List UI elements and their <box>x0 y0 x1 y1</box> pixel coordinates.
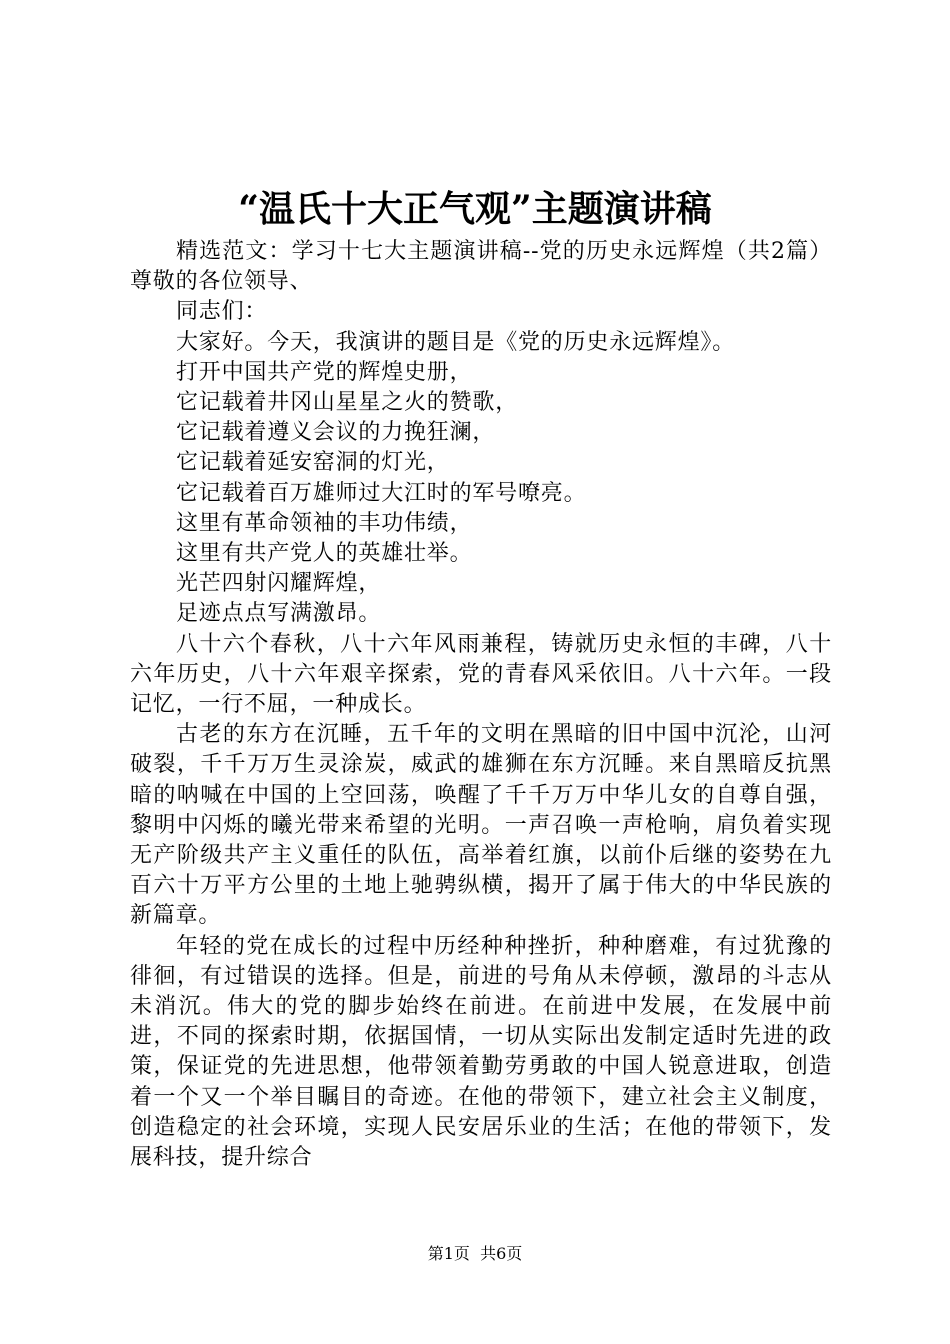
paragraph: 古老的东方在沉睡，五千年的文明在黑暗的旧中国中沉沦，山河破裂，千千万万生灵涂炭，威武的雄狮在东方沉睡。来自黑暗反抗黑暗的呐喊在中国的上空回荡，唤醒了千千万万中华儿女的自尊自强，黎明中闪烁的曦光带来希望的光明。一声召唤一声枪响，肩负着实现无产阶级共产主义重任的队伍，高举着红旗，以前仆后继的姿势在九百六十万平方公里的土地上驰骋纵横，揭开了属于伟大的中华民族的新篇章。 <box>130 722 832 929</box>
document-title: “温氏十大正气观”主题演讲稿 <box>238 188 712 230</box>
paragraph: 八十六个春秋，八十六年风雨兼程，铸就历史永恒的丰碑，八十六年历史，八十六年艰辛探索，党的青春风采依旧。八十六年。一段记忆，一行不屈，一种成长。 <box>130 631 832 718</box>
paragraph: 这里有共产党人的英雄壮举。 <box>176 541 473 567</box>
paragraph: 光芒四射闪耀辉煌， <box>176 571 382 597</box>
paragraph: 足迹点点写满激昂。 <box>176 601 382 627</box>
paragraph: 大家好。今天，我演讲的题目是《党的历史永远辉煌》。 <box>176 329 736 355</box>
paragraph: 它记载着百万雄师过大江时的军号嘹亮。 <box>176 480 587 506</box>
paragraph: 年轻的党在成长的过程中历经种种挫折，种种磨难，有过犹豫的徘徊，有过错误的选择。但是，前进的号角从未停顿，激昂的斗志从未消沉。伟大的党的脚步始终在前进。在前进中发展，在发展中前进，不同的探索时期，依据国情，一切从实际出发制定适时先进的政策，保证党的先进思想，他带领着勤劳勇敢的中国人锐意进取，创造着一个又一个举目瞩目的奇迹。在他的带领下，建立社会主义制度，创造稳定的社会环境，实现人民安居乐业的生活；在他的带领下，发展科技，提升综合 <box>130 933 832 1171</box>
paragraph: 它记载着遵义会议的力挽狂澜， <box>176 420 496 446</box>
paragraph: 打开中国共产党的辉煌史册， <box>176 359 473 385</box>
paragraph: 它记载着井冈山星星之火的赞歌， <box>176 390 519 416</box>
paragraph: 同志们： <box>176 299 268 325</box>
paragraph: 这里有革命领袖的丰功伟绩， <box>176 510 473 536</box>
page-footer <box>0 1243 950 1265</box>
paragraph: 它记载着延安窑洞的灯光， <box>176 450 450 476</box>
document-body <box>130 237 832 1173</box>
page-number-label: 第1页 共6页 <box>427 1244 523 1263</box>
paragraph: 精选范文：学习十七大主题演讲稿--党的历史永远辉煌（共2篇）尊敬的各位领导、 <box>130 239 832 295</box>
